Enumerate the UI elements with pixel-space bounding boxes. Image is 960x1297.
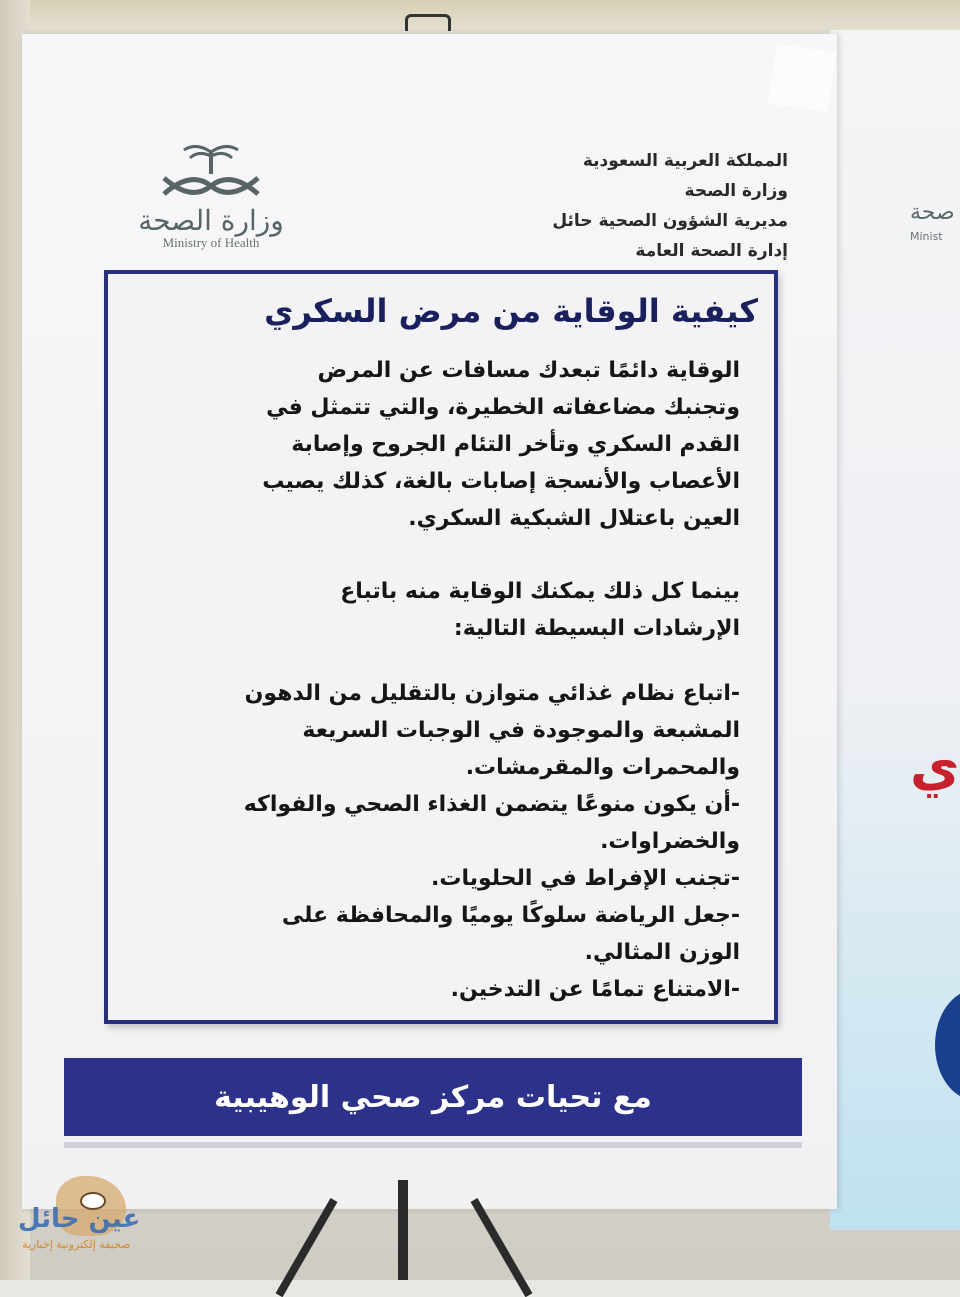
tip-line: -أن يكون منوعًا يتضمن الغذاء الصحي والفواكه	[243, 792, 740, 817]
guidance-paragraph	[130, 573, 740, 647]
ministry-logo	[126, 140, 296, 251]
palm-swords-icon	[156, 140, 266, 210]
hanging-hook	[405, 14, 451, 31]
header-line-kingdom: المملكة العربية السعودية	[582, 151, 788, 171]
header-line-ministry: وزارة الصحة	[684, 181, 788, 201]
intro-line: العين باعتلال الشبكية السكري.	[408, 506, 740, 531]
tip-line: والمحمرات والمقرمشات.	[465, 755, 740, 780]
side-poster	[830, 30, 960, 1230]
footer-band	[64, 1058, 802, 1136]
watermark-subtitle: صحيفة إلكترونية إخبارية	[22, 1238, 131, 1251]
watermark-logo	[8, 1174, 168, 1274]
ministry-header	[522, 146, 788, 266]
tip-line: -تجنب الإفراط في الحلويات.	[431, 866, 740, 891]
tip-line: -جعل الرياضة سلوكًا يوميًا والمحافظة على	[281, 903, 740, 928]
intro-line: وتجنبك مضاعفاته الخطيرة، والتي تتمثل في	[266, 395, 740, 420]
content-box	[104, 270, 778, 1024]
poster-title: كيفية الوقاية من مرض السكري	[264, 292, 758, 330]
tip-line: المشبعة والموجودة في الوجبات السريعة	[302, 718, 740, 743]
header-line-directorate: مديرية الشؤون الصحية حائل	[552, 211, 788, 231]
intro-line: الوقاية دائمًا تبعدك مسافات عن المرض	[317, 358, 740, 383]
stand-leg-right	[471, 1198, 533, 1297]
footer-greeting: مع تحيات مركز صحي الوهيبية	[214, 1079, 652, 1115]
tip-line: الوزن المثالي.	[584, 940, 740, 965]
ministry-name-english: Ministry of Health	[162, 235, 260, 250]
side-poster-red-text: ي	[910, 735, 960, 798]
guidance-line: الإرشادات البسيطة التالية:	[453, 616, 740, 641]
tip-line: -اتباع نظام غذائي متوازن بالتقليل من الدهون	[244, 681, 740, 706]
side-poster-logo-arabic: صحة	[910, 200, 955, 225]
side-poster-logo-english: Minist	[910, 230, 943, 243]
intro-line: الأعصاب والأنسجة إصابات بالغة، كذلك يصيب	[262, 469, 740, 494]
stand-pole	[398, 1180, 408, 1280]
tip-line: -الامتناع تمامًا عن التدخين.	[450, 977, 740, 1002]
tips-list	[130, 675, 740, 1008]
intro-paragraph	[130, 352, 740, 537]
footer-divider	[64, 1142, 802, 1148]
stand-leg-left	[276, 1198, 338, 1297]
header-line-department: إدارة الصحة العامة	[635, 241, 788, 261]
intro-line: القدم السكري وتأخر التئام الجروح وإصابة	[291, 432, 740, 457]
watermark-title: عين حائل	[18, 1204, 141, 1234]
ministry-name-arabic: وزارة الصحة	[138, 204, 284, 237]
tip-line: والخضراوات.	[600, 829, 740, 854]
side-poster-blue-circle	[935, 990, 960, 1100]
guidance-line: بينما كل ذلك يمكنك الوقاية منه باتباع	[340, 579, 740, 604]
poster-body	[130, 352, 740, 1008]
tape-strip	[768, 44, 836, 112]
